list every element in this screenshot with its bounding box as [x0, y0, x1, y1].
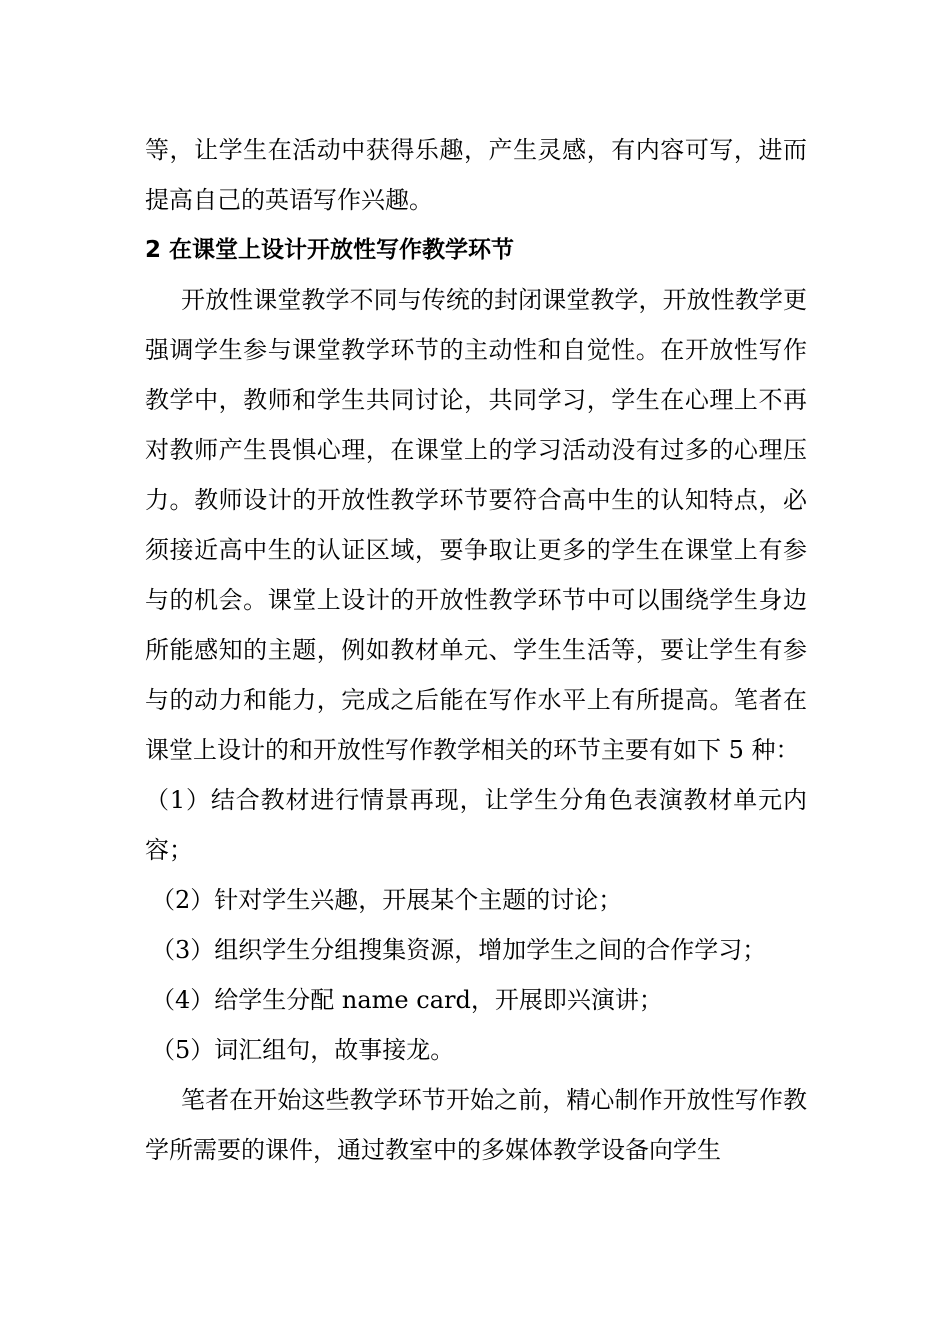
document-body [145, 125, 807, 1175]
list-item: （5）词汇组句，故事接龙。 [151, 1036, 455, 1064]
paragraph-body: 开放性课堂教学不同与传统的封闭课堂教学，开放性教学更强调学生参与课堂教学环节的主动性和自觉性。在开放性写作教学中，教师和学生共同讨论，共同学习，学生在心理上不再对教师产生畏惧心理，在课堂上的学习活动没有过多的心理压力。教师设计的开放性教学环节要符合高中生的认知特点，必须接近高中生的认证区域，要争取让更多的学生在课堂上有参与的机会。课堂上设计的开放性教学环节中可以围绕学生身边所能感知的主题，例如教材单元、学生生活等，要让学生有参与的动力和能力，完成之后能在写作水平上有所提高。笔者在课堂上设计的和开放性写作教学相关的环节主要有如下 5 种： [145, 286, 807, 764]
paragraph-closing: 笔者在开始这些教学环节开始之前，精心制作开放性写作教学所需要的课件，通过教室中的多媒体教学设备向学生 [145, 1086, 807, 1164]
section-heading: 2 在课堂上设计开放性写作教学环节 [145, 237, 515, 263]
list-item: （4）给学生分配 name card，开展即兴演讲； [151, 986, 663, 1014]
paragraph-continuation: 等，让学生在活动中获得乐趣，产生灵感，有内容可写，进而提高自己的英语写作兴趣。 [145, 136, 807, 214]
list-item: （2）针对学生兴趣，开展某个主题的讨论； [151, 886, 623, 914]
list-item: （3）组织学生分组搜集资源，增加学生之间的合作学习； [151, 936, 767, 964]
list-item: （1）结合教材进行情景再现，让学生分角色表演教材单元内容； [145, 786, 807, 864]
